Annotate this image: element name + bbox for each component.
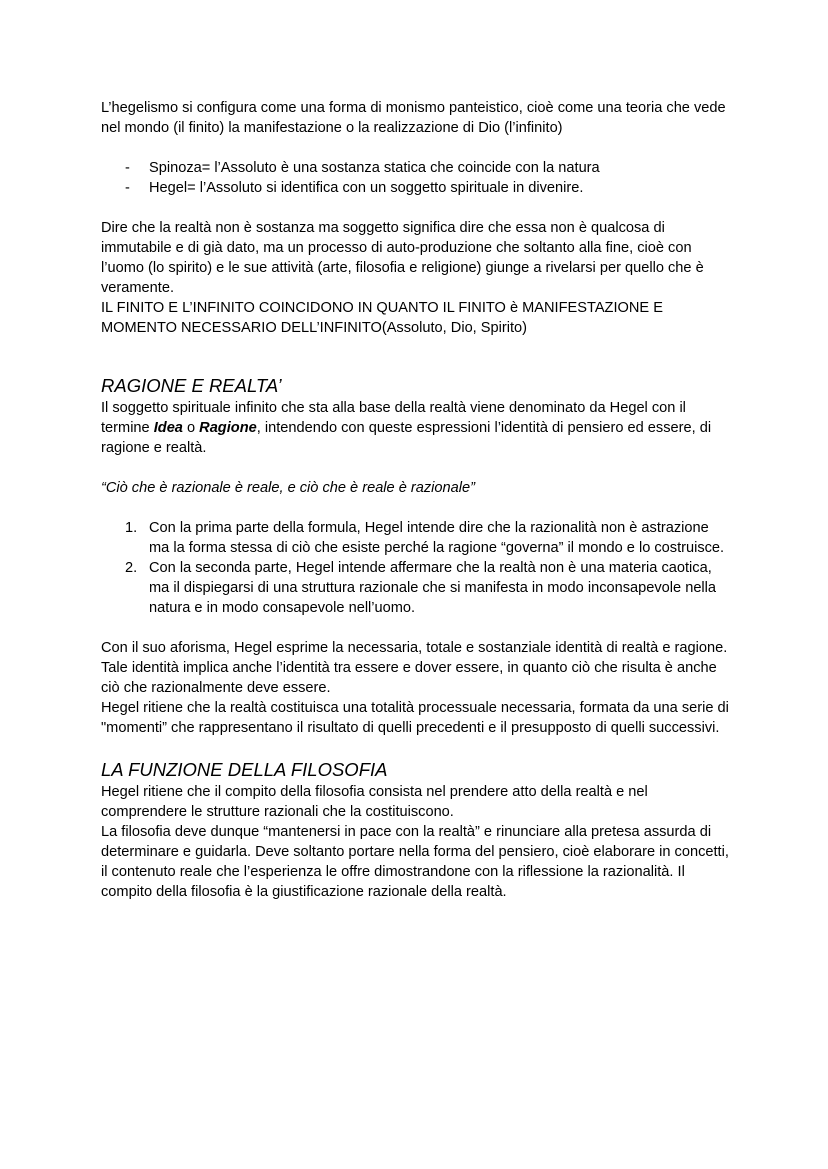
section1-paragraph-2: Con il suo aforisma, Hegel esprime la necessaria, totale e sostanziale identità di realtà e ragione. Tale identità implica anche l’identità tra essere e dover essere, in quanto ciò che risulta è anche ciò che razionalmente deve essere.	[101, 640, 728, 696]
comparison-list	[101, 158, 731, 198]
term-ragione: Ragione	[199, 420, 257, 436]
list-item-text: Hegel= l’Assoluto si identifica con un soggetto spirituale in divenire.	[149, 180, 584, 196]
spacer	[101, 458, 731, 478]
intro-paragraph-2: Dire che la realtà non è sostanza ma soggetto significa dire che essa non è qualcosa di immutabile e di già dato, ma un processo di auto-produzione che soltanto alla fine, cioè con l’uomo (lo spirito) e le sue attività (arte, filosofia e religione) giunge a rivelarsi per quello che è veramente.	[101, 220, 704, 296]
section1-paragraph-3: Hegel ritiene che la realtà costituisca una totalità processuale necessaria, formata da una serie di "momenti” che rappresentano il risultato di quelli precedenti e il presupposto di quelli successivi.	[101, 700, 729, 736]
section-heading-ragione: RAGIONE E REALTA’	[101, 375, 282, 396]
spacer	[101, 618, 731, 638]
term-idea: Idea	[153, 420, 183, 436]
list-item	[101, 558, 731, 618]
spacer	[101, 498, 731, 518]
document-page	[101, 98, 731, 902]
spacer	[101, 138, 731, 158]
dash-marker: -	[125, 180, 130, 196]
list-item-text: Spinoza= l’Assoluto è una sostanza statica che coincide con la natura	[149, 160, 600, 176]
dash-marker: -	[125, 160, 130, 176]
section2-paragraph-2: La filosofia deve dunque “mantenersi in pace con la realtà” e rinunciare alla pretesa assurda di determinare e guidarla. Deve soltanto portare nella forma del pensiero, cioè elaborare in concetti, il contenuto reale che l’esperienza le offre dimostrandone con la riflessione la razionalità. Il compito della filosofia è la giustificazione razionale della realtà.	[101, 824, 729, 900]
section-heading-filosofia: LA FUNZIONE DELLA FILOSOFIA	[101, 759, 388, 780]
hegel-quote: “Ciò che è razionale è reale, e ciò che è reale è razionale”	[101, 480, 475, 496]
spacer	[101, 338, 731, 374]
spacer	[101, 198, 731, 218]
number-marker: 2.	[125, 560, 138, 576]
text-run: , intendendo con queste espressioni l’identità di pensiero ed essere, di ragione e realtà.	[101, 420, 712, 456]
spacer	[101, 738, 731, 758]
list-item-text: Con la prima parte della formula, Hegel intende dire che la razionalità non è astrazione ma la forma stessa di ciò che esiste perché la ragione “governa” il mondo e lo costruisce.	[149, 520, 725, 556]
numbered-list	[101, 518, 731, 618]
intro-paragraph: L’hegelismo si configura come una forma di monismo panteistico, cioè come una teoria che vede nel mondo (il finito) la manifestazione o la realizzazione di Dio (l’infinito)	[101, 100, 726, 136]
section2-paragraph-1: Hegel ritiene che il compito della filosofia consista nel prendere atto della realtà e nel comprendere le strutture razionali che la costituiscono.	[101, 784, 648, 820]
number-marker: 1.	[125, 520, 138, 536]
section1-paragraph-1	[101, 398, 731, 458]
list-item-text: Con la seconda parte, Hegel intende affermare che la realtà non è una materia caotica, ma il dispiegarsi di una struttura razionale che si manifesta in modo inconsapevole nella natura e in modo consapevole nell’uomo.	[149, 560, 717, 616]
text-run: o	[182, 420, 200, 436]
list-item	[101, 518, 731, 558]
list-item	[101, 178, 731, 198]
text-run: Il soggetto spirituale infinito che sta alla base della realtà viene denominato da Hegel con il termine	[101, 400, 686, 436]
list-item	[101, 158, 731, 178]
caps-statement: IL FINITO E L’INFINITO COINCIDONO IN QUANTO IL FINITO è MANIFESTAZIONE E MOMENTO NECESSARIO DELL’INFINITO(Assoluto, Dio, Spirito)	[101, 300, 663, 336]
